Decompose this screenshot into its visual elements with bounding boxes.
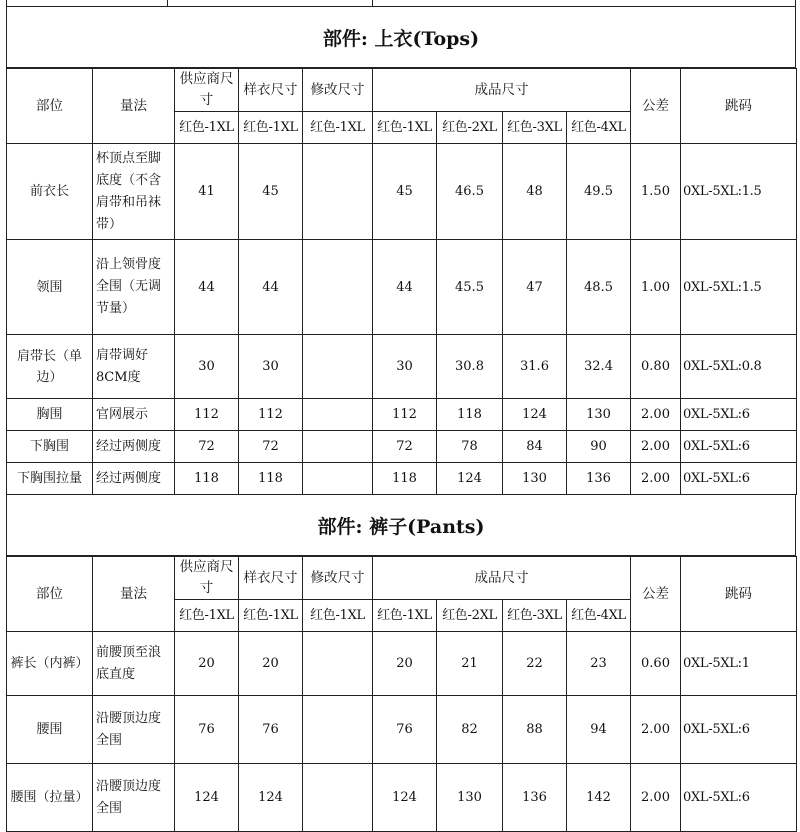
- header-revised-size: 修改尺寸: [303, 69, 373, 112]
- subheader-size: 红色-1XL: [175, 112, 239, 144]
- row-revised-size-cell: [303, 632, 373, 696]
- row-finished-1xl-cell: 20: [373, 632, 437, 696]
- section-title-tops: 部件: 上衣(Tops): [6, 6, 796, 68]
- table-row: [7, 431, 797, 463]
- subheader-size: 红色-1XL: [303, 600, 373, 632]
- row-part-cell: 领围: [7, 240, 93, 335]
- row-method-cell: 沿上领骨度全围（无调节量）: [93, 240, 175, 335]
- header-tolerance: 公差: [631, 69, 681, 144]
- row-sample-size-cell: 76: [239, 696, 303, 764]
- row-sample-size-cell: 118: [239, 463, 303, 495]
- previous-table-edge: [6, 0, 796, 6]
- table-row: [7, 144, 797, 240]
- row-tolerance-cell: 2.00: [631, 463, 681, 495]
- row-tolerance-cell: 1.50: [631, 144, 681, 240]
- row-finished-2xl-cell: 21: [437, 632, 503, 696]
- section-title-pants: 部件: 裤子(Pants): [6, 495, 796, 556]
- row-method-cell: 杯顶点至脚底度（不含肩带和吊袜带）: [93, 144, 175, 240]
- row-tolerance-cell: 0.60: [631, 632, 681, 696]
- row-finished-3xl-cell: 124: [503, 399, 567, 431]
- row-revised-size-cell: [303, 399, 373, 431]
- row-finished-2xl-cell: 130: [437, 764, 503, 832]
- row-revised-size-cell: [303, 335, 373, 399]
- row-tolerance-cell: 2.00: [631, 399, 681, 431]
- row-sample-size-cell: 124: [239, 764, 303, 832]
- row-finished-2xl-cell: 30.8: [437, 335, 503, 399]
- row-method-cell: 沿腰顶边度全围: [93, 764, 175, 832]
- row-finished-3xl-cell: 88: [503, 696, 567, 764]
- subheader-size: 红色-3XL: [503, 112, 567, 144]
- row-supplier-size-cell: 112: [175, 399, 239, 431]
- row-grading-cell: 0XL-5XL:6: [681, 463, 797, 495]
- row-finished-3xl-cell: 136: [503, 764, 567, 832]
- row-method-cell: 经过两侧度: [93, 463, 175, 495]
- header-tolerance: 公差: [631, 557, 681, 632]
- row-sample-size-cell: 30: [239, 335, 303, 399]
- header-supplier-size: 供应商尺寸: [175, 557, 239, 600]
- subheader-size: 红色-3XL: [503, 600, 567, 632]
- row-supplier-size-cell: 124: [175, 764, 239, 832]
- row-part-cell: 裤长（内裤）: [7, 632, 93, 696]
- row-finished-1xl-cell: 76: [373, 696, 437, 764]
- subheader-size: 红色-1XL: [239, 112, 303, 144]
- row-method-cell: 沿腰顶边度全围: [93, 696, 175, 764]
- row-revised-size-cell: [303, 431, 373, 463]
- row-finished-4xl-cell: 49.5: [567, 144, 631, 240]
- row-supplier-size-cell: 41: [175, 144, 239, 240]
- subheader-size: 红色-4XL: [567, 112, 631, 144]
- row-finished-1xl-cell: 112: [373, 399, 437, 431]
- row-part-cell: 腰围（拉量）: [7, 764, 93, 832]
- row-finished-1xl-cell: 30: [373, 335, 437, 399]
- subheader-size: 红色-4XL: [567, 600, 631, 632]
- row-revised-size-cell: [303, 764, 373, 832]
- header-finished-size: 成品尺寸: [373, 557, 631, 600]
- header-revised-size: 修改尺寸: [303, 557, 373, 600]
- subheader-size: 红色-1XL: [175, 600, 239, 632]
- row-part-cell: 下胸围拉量: [7, 463, 93, 495]
- row-finished-1xl-cell: 45: [373, 144, 437, 240]
- table-row: [7, 463, 797, 495]
- row-supplier-size-cell: 44: [175, 240, 239, 335]
- header-grading: 跳码: [681, 69, 797, 144]
- row-sample-size-cell: 45: [239, 144, 303, 240]
- row-sample-size-cell: 72: [239, 431, 303, 463]
- table-row: [7, 335, 797, 399]
- row-grading-cell: 0XL-5XL:6: [681, 431, 797, 463]
- row-sample-size-cell: 44: [239, 240, 303, 335]
- row-tolerance-cell: 2.00: [631, 764, 681, 832]
- row-finished-3xl-cell: 22: [503, 632, 567, 696]
- row-grading-cell: 0XL-5XL:6: [681, 399, 797, 431]
- table-row: [7, 764, 797, 832]
- subheader-size: 红色-1XL: [303, 112, 373, 144]
- row-finished-2xl-cell: 46.5: [437, 144, 503, 240]
- row-finished-3xl-cell: 47: [503, 240, 567, 335]
- row-finished-4xl-cell: 48.5: [567, 240, 631, 335]
- header-grading: 跳码: [681, 557, 797, 632]
- header-part: 部位: [7, 557, 93, 632]
- row-grading-cell: 0XL-5XL:1.5: [681, 240, 797, 335]
- row-finished-1xl-cell: 118: [373, 463, 437, 495]
- row-part-cell: 腰围: [7, 696, 93, 764]
- row-part-cell: 下胸围: [7, 431, 93, 463]
- row-finished-4xl-cell: 32.4: [567, 335, 631, 399]
- row-supplier-size-cell: 118: [175, 463, 239, 495]
- row-finished-3xl-cell: 48: [503, 144, 567, 240]
- header-method: 量法: [93, 69, 175, 144]
- row-method-cell: 前腰顶至浪底直度: [93, 632, 175, 696]
- row-tolerance-cell: 2.00: [631, 696, 681, 764]
- subheader-size: 红色-1XL: [373, 600, 437, 632]
- row-grading-cell: 0XL-5XL:1.5: [681, 144, 797, 240]
- row-sample-size-cell: 112: [239, 399, 303, 431]
- row-supplier-size-cell: 72: [175, 431, 239, 463]
- table-row: [7, 632, 797, 696]
- row-revised-size-cell: [303, 144, 373, 240]
- row-finished-4xl-cell: 23: [567, 632, 631, 696]
- header-sample-size: 样衣尺寸: [239, 557, 303, 600]
- size-spec-sheet: [6, 0, 796, 832]
- row-grading-cell: 0XL-5XL:6: [681, 696, 797, 764]
- row-finished-4xl-cell: 136: [567, 463, 631, 495]
- row-method-cell: 经过两侧度: [93, 431, 175, 463]
- tops-size-table: [6, 68, 797, 495]
- row-finished-3xl-cell: 31.6: [503, 335, 567, 399]
- subheader-size: 红色-2XL: [437, 112, 503, 144]
- header-sample-size: 样衣尺寸: [239, 69, 303, 112]
- row-tolerance-cell: 2.00: [631, 431, 681, 463]
- row-grading-cell: 0XL-5XL:6: [681, 764, 797, 832]
- row-part-cell: 前衣长: [7, 144, 93, 240]
- row-finished-2xl-cell: 124: [437, 463, 503, 495]
- row-sample-size-cell: 20: [239, 632, 303, 696]
- pants-size-table: [6, 556, 797, 832]
- row-supplier-size-cell: 76: [175, 696, 239, 764]
- row-finished-4xl-cell: 130: [567, 399, 631, 431]
- row-method-cell: 官网展示: [93, 399, 175, 431]
- row-finished-4xl-cell: 142: [567, 764, 631, 832]
- row-tolerance-cell: 1.00: [631, 240, 681, 335]
- row-finished-3xl-cell: 130: [503, 463, 567, 495]
- header-supplier-size: 供应商尺寸: [175, 69, 239, 112]
- header-part: 部位: [7, 69, 93, 144]
- row-finished-1xl-cell: 124: [373, 764, 437, 832]
- row-revised-size-cell: [303, 696, 373, 764]
- row-finished-4xl-cell: 90: [567, 431, 631, 463]
- row-part-cell: 肩带长（单边）: [7, 335, 93, 399]
- row-method-cell: 肩带调好8CM度: [93, 335, 175, 399]
- subheader-size: 红色-1XL: [239, 600, 303, 632]
- row-supplier-size-cell: 30: [175, 335, 239, 399]
- row-finished-1xl-cell: 44: [373, 240, 437, 335]
- row-finished-3xl-cell: 84: [503, 431, 567, 463]
- row-finished-4xl-cell: 94: [567, 696, 631, 764]
- table-row: [7, 240, 797, 335]
- subheader-size: 红色-1XL: [373, 112, 437, 144]
- row-supplier-size-cell: 20: [175, 632, 239, 696]
- header-method: 量法: [93, 557, 175, 632]
- row-finished-2xl-cell: 82: [437, 696, 503, 764]
- row-grading-cell: 0XL-5XL:1: [681, 632, 797, 696]
- row-finished-2xl-cell: 118: [437, 399, 503, 431]
- row-part-cell: 胸围: [7, 399, 93, 431]
- row-finished-2xl-cell: 45.5: [437, 240, 503, 335]
- header-finished-size: 成品尺寸: [373, 69, 631, 112]
- table-row: [7, 696, 797, 764]
- row-grading-cell: 0XL-5XL:0.8: [681, 335, 797, 399]
- row-revised-size-cell: [303, 463, 373, 495]
- row-revised-size-cell: [303, 240, 373, 335]
- row-finished-1xl-cell: 72: [373, 431, 437, 463]
- table-row: [7, 399, 797, 431]
- row-finished-2xl-cell: 78: [437, 431, 503, 463]
- subheader-size: 红色-2XL: [437, 600, 503, 632]
- row-tolerance-cell: 0.80: [631, 335, 681, 399]
